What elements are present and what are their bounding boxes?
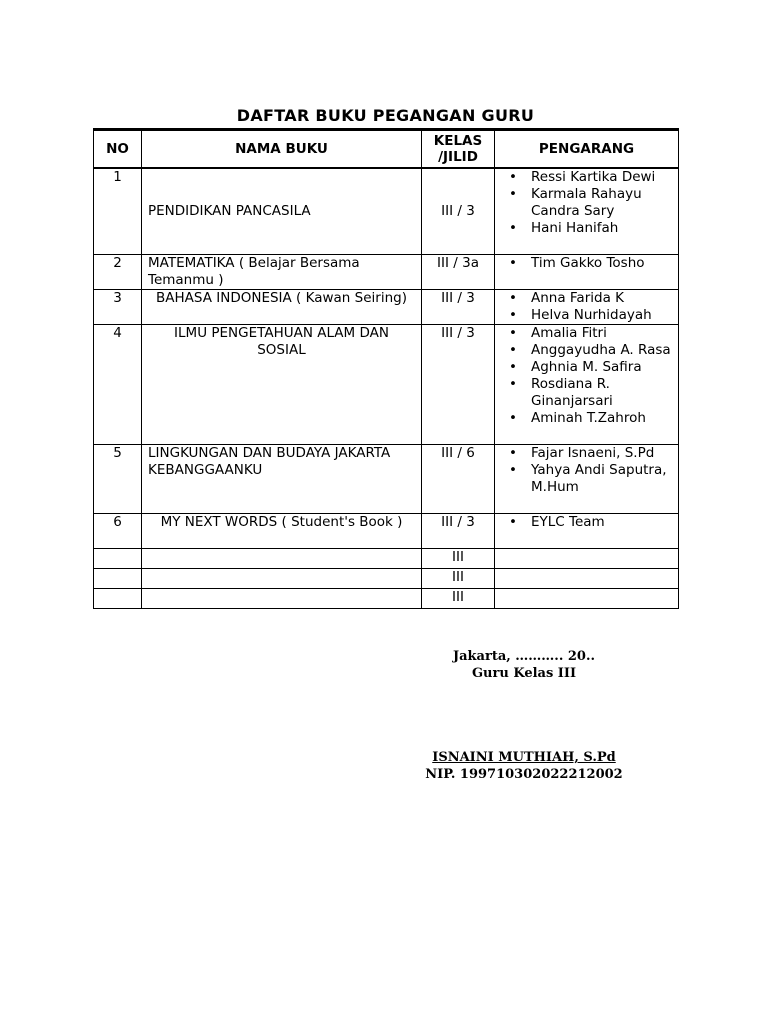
header-pengarang: PENGARANG	[495, 130, 679, 169]
author-cell	[495, 324, 679, 444]
author-item: • EYLC Team	[501, 514, 672, 531]
author-cell	[495, 444, 679, 513]
empty-cell	[94, 588, 142, 608]
author-list	[501, 169, 672, 237]
header-no: NO	[94, 130, 142, 169]
table-row-empty	[94, 548, 679, 568]
signer-nip: NIP. 199710302022212002	[425, 767, 623, 782]
class-volume: III / 3	[422, 324, 495, 444]
book-list-table	[93, 128, 679, 609]
document-title: DAFTAR BUKU PEGANGAN GURU	[236, 106, 535, 125]
author-cell	[495, 168, 679, 254]
author-item: • Helva Nurhidayah	[501, 307, 672, 324]
author-item: • Aminah T.Zahroh	[501, 410, 672, 427]
author-list	[501, 290, 672, 324]
class-volume: III / 3	[422, 513, 495, 548]
empty-cell	[142, 568, 422, 588]
table-row-empty	[94, 568, 679, 588]
table-row	[94, 289, 679, 324]
signature-block	[380, 749, 668, 783]
class-volume: III	[422, 588, 495, 608]
row-number: 3	[94, 289, 142, 324]
row-number: 1	[94, 168, 142, 254]
book-title: MY NEXT WORDS ( Student's Book )	[142, 513, 422, 548]
author-list	[501, 325, 672, 427]
empty-cell	[142, 588, 422, 608]
book-title: ILMU PENGETAHUAN ALAM DAN SOSIAL	[142, 324, 422, 444]
signer-name: ISNAINI MUTHIAH, S.Pd	[432, 750, 616, 765]
book-title: LINGKUNGAN DAN BUDAYA JAKARTA KEBANGGAANKU	[142, 444, 422, 513]
author-cell	[495, 289, 679, 324]
row-number: 2	[94, 254, 142, 289]
author-item: • Tim Gakko Tosho	[501, 255, 672, 272]
class-volume: III / 6	[422, 444, 495, 513]
empty-cell	[495, 588, 679, 608]
table-header-row	[94, 130, 679, 169]
header-nama-buku: NAMA BUKU	[142, 130, 422, 169]
row-number: 6	[94, 513, 142, 548]
table-row-empty	[94, 588, 679, 608]
empty-cell	[495, 568, 679, 588]
author-list	[501, 255, 672, 272]
signature-header	[380, 648, 668, 682]
class-volume: III / 3a	[422, 254, 495, 289]
class-volume: III	[422, 568, 495, 588]
header-kelas-jilid	[422, 130, 495, 169]
signer-role: Guru Kelas III	[471, 666, 577, 681]
table-row	[94, 513, 679, 548]
author-item: • Hani Hanifah	[501, 220, 672, 237]
book-title: BAHASA INDONESIA ( Kawan Seiring)	[142, 289, 422, 324]
book-title: MATEMATIKA ( Belajar Bersama Temanmu )	[142, 254, 422, 289]
author-item: • Aghnia M. Safira	[501, 359, 672, 376]
author-item: • Amalia Fitri	[501, 325, 672, 342]
class-volume: III	[422, 548, 495, 568]
author-list	[501, 514, 672, 531]
header-kelas-line2: /JILID	[438, 149, 478, 165]
header-kelas-line1: KELAS	[433, 133, 483, 149]
author-item: • Karmala Rahayu Candra Sary	[501, 186, 672, 220]
empty-cell	[94, 548, 142, 568]
table-row	[94, 444, 679, 513]
row-number: 4	[94, 324, 142, 444]
empty-cell	[495, 548, 679, 568]
row-number: 5	[94, 444, 142, 513]
author-item: • Anna Farida K	[501, 290, 672, 307]
table-row	[94, 168, 679, 254]
table-row	[94, 324, 679, 444]
table-row	[94, 254, 679, 289]
empty-cell	[142, 548, 422, 568]
author-item: • Ressi Kartika Dewi	[501, 169, 672, 186]
author-item: • Anggayudha A. Rasa	[501, 342, 672, 359]
author-cell	[495, 254, 679, 289]
place-date: Jakarta, ……….. 20..	[452, 649, 596, 664]
author-item: • Fajar Isnaeni, S.Pd	[501, 445, 672, 462]
book-title: PENDIDIKAN PANCASILA	[142, 168, 422, 254]
author-list	[501, 445, 672, 496]
class-volume: III / 3	[422, 168, 495, 254]
author-item: • Yahya Andi Saputra, M.Hum	[501, 462, 672, 496]
class-volume: III / 3	[422, 289, 495, 324]
author-cell	[495, 513, 679, 548]
author-item: • Rosdiana R. Ginanjarsari	[501, 376, 672, 410]
empty-cell	[94, 568, 142, 588]
